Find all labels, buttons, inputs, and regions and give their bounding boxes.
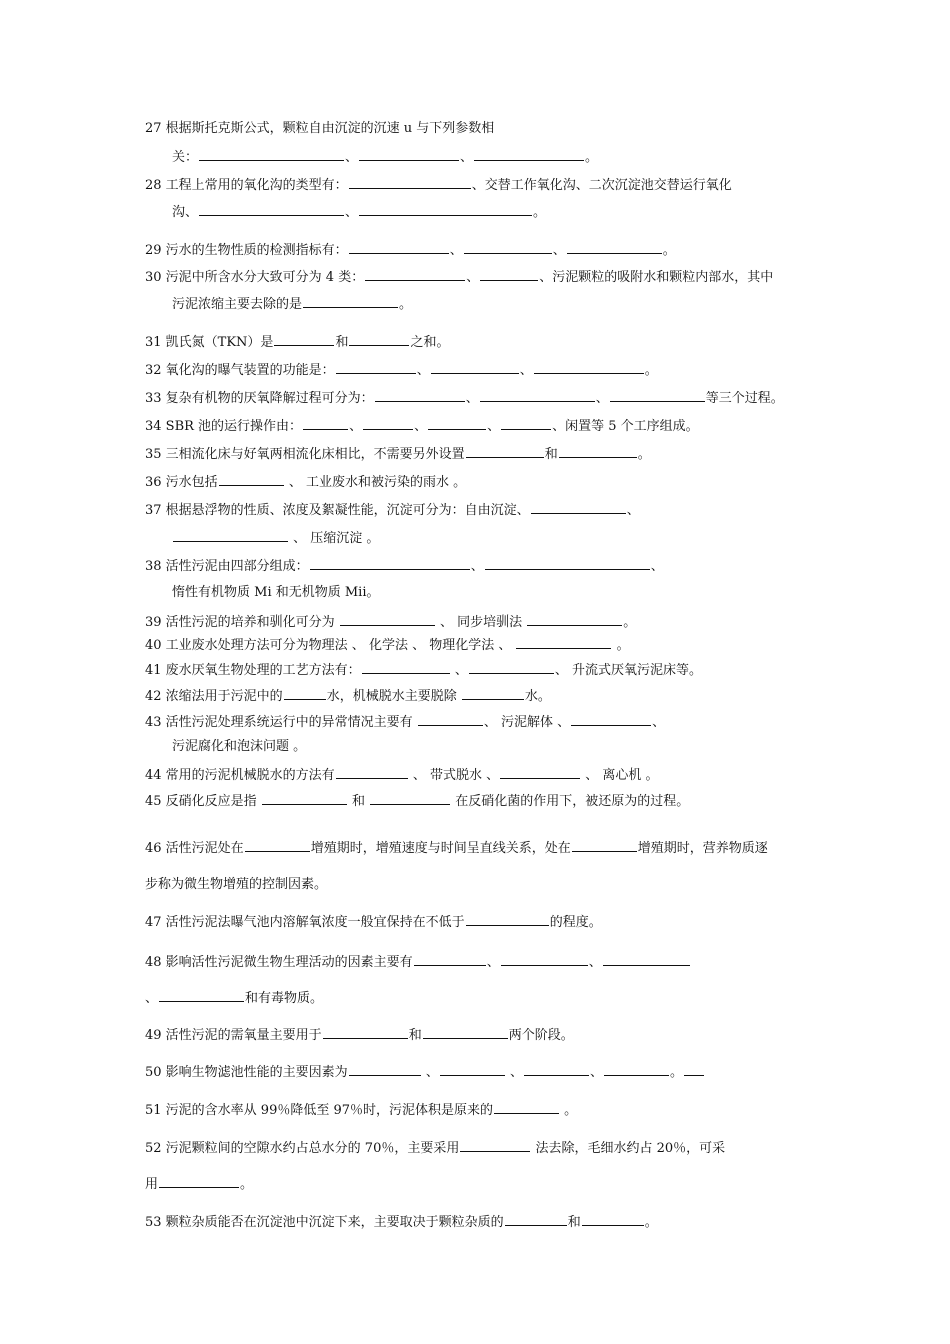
question-text: 42 浓缩法用于污泥中的 <box>145 689 283 704</box>
answer-blank-2[interactable] <box>480 388 595 402</box>
answer-blank-2[interactable] <box>423 1025 508 1039</box>
question-text: 52 污泥颗粒间的空隙水约占总水分的 70％，主要采用 <box>145 1141 460 1156</box>
question-text: 、 <box>650 559 664 574</box>
question-line-q52a <box>145 1138 725 1158</box>
question-line-q27a <box>145 120 494 138</box>
answer-blank-1[interactable] <box>159 988 244 1002</box>
question-text: 。 <box>669 1065 683 1080</box>
answer-blank-1[interactable] <box>460 1138 530 1152</box>
answer-blank-2[interactable] <box>464 240 552 254</box>
question-text: 之和。 <box>410 335 450 350</box>
answer-blank-1[interactable] <box>303 416 348 430</box>
answer-blank-1[interactable] <box>159 1174 239 1188</box>
question-line-q51 <box>145 1100 577 1120</box>
question-line-q52b <box>145 1174 253 1194</box>
answer-blank-1[interactable] <box>340 612 435 626</box>
question-text: 法去除，毛细水约占 20％，可采 <box>531 1141 726 1156</box>
question-text: 和 <box>544 447 558 462</box>
question-text: 沟、 <box>172 205 199 220</box>
answer-blank-1[interactable] <box>375 388 465 402</box>
answer-blank-1[interactable] <box>336 360 416 374</box>
answer-blank-2[interactable] <box>431 360 519 374</box>
answer-blank-1[interactable] <box>505 1212 567 1226</box>
question-text: 、 <box>345 150 359 165</box>
question-text: 增殖期时，增殖速度与时间呈直线关系，处在 <box>310 841 571 856</box>
question-text: 41 废水厌氧生物处理的工艺方法有： <box>145 663 361 678</box>
answer-blank-2[interactable] <box>527 612 622 626</box>
question-line-q48a <box>145 952 691 972</box>
question-line-q41 <box>145 660 702 680</box>
question-text: 40 工业废水处理方法可分为物理法 、 化学法 、 物理化学法 、 <box>145 638 516 653</box>
question-text: 。 <box>612 638 630 653</box>
question-text: 水。 <box>524 689 551 704</box>
answer-blank-2[interactable] <box>462 686 524 700</box>
question-text: 、 <box>466 270 480 285</box>
question-text: 、 <box>470 559 484 574</box>
question-text: 。 <box>240 1177 254 1192</box>
answer-blank-1[interactable] <box>284 686 326 700</box>
answer-blank-1[interactable] <box>303 294 398 308</box>
question-line-q49 <box>145 1025 574 1045</box>
question-text: 、 <box>552 243 566 258</box>
question-text: 、 <box>487 419 501 434</box>
question-line-q42 <box>145 686 551 706</box>
answer-blank-1[interactable] <box>349 175 471 189</box>
question-text: 。 <box>644 1215 658 1230</box>
answer-blank-3[interactable] <box>603 952 690 966</box>
question-text: 、 <box>486 955 500 970</box>
answer-blank-2[interactable] <box>572 838 637 852</box>
answer-blank-1[interactable] <box>531 500 626 514</box>
answer-blank-1[interactable] <box>245 838 310 852</box>
question-line-q50 <box>145 1062 705 1082</box>
question-text: 50 影响生物滤池性能的主要因素为 <box>145 1065 348 1080</box>
question-text: 、 升流式厌氧污泥床等。 <box>554 663 702 678</box>
question-line-q27b <box>172 147 598 167</box>
question-text: 37 根据悬浮物的性质、浓度及絮凝性能，沉淀可分为：自由沉淀、 <box>145 503 530 518</box>
answer-blank-2[interactable] <box>501 952 588 966</box>
answer-blank-3[interactable] <box>524 1062 589 1076</box>
answer-blank-1[interactable] <box>274 332 334 346</box>
question-line-q44 <box>145 765 659 785</box>
question-text: 、 同步培驯法 <box>435 615 527 630</box>
question-text: 、 <box>588 955 602 970</box>
question-text: 。 <box>637 447 651 462</box>
question-text: 。 <box>623 615 637 630</box>
answer-blank-1[interactable] <box>199 202 344 216</box>
question-text: 的程度。 <box>549 915 602 930</box>
answer-blank-5[interactable] <box>684 1062 704 1076</box>
answer-blank-2[interactable] <box>500 765 580 779</box>
question-text: 47 活性污泥法曝气池内溶解氧浓度一般宜保持在不低于 <box>145 915 465 930</box>
question-text: 。 <box>560 1103 578 1118</box>
question-line-q46b <box>145 876 327 894</box>
answer-blank-1[interactable] <box>362 660 450 674</box>
question-text: 、 污泥解体 、 <box>483 715 571 730</box>
question-text: 53 颗粒杂质能否在沉淀池中沉淀下来，主要取决于颗粒杂质的 <box>145 1215 504 1230</box>
question-line-q43a <box>145 712 665 732</box>
question-text: 和 <box>347 794 370 809</box>
question-text: 、 <box>414 419 428 434</box>
question-text: 33 复杂有机物的厌氧降解过程可分为： <box>145 391 374 406</box>
question-line-q31 <box>145 332 449 352</box>
question-text: 水，机械脱水主要脱除 <box>326 689 461 704</box>
question-text: 、闲置等 5 个工序组成。 <box>552 419 699 434</box>
question-text: 49 活性污泥的需氧量主要用于 <box>145 1028 322 1043</box>
question-text: 51 污泥的含水率从 99％降低至 97％时，污泥体积是原来的 <box>145 1103 494 1118</box>
question-line-q34 <box>145 416 699 436</box>
answer-blank-1[interactable] <box>310 556 470 570</box>
question-line-q45 <box>145 791 689 811</box>
answer-blank-3[interactable] <box>567 240 662 254</box>
question-text: 在反硝化菌的作用下，被还原为的过程。 <box>451 794 690 809</box>
question-text: 、 离心机 。 <box>581 768 659 783</box>
answer-blank-2[interactable] <box>359 202 532 216</box>
question-text: 44 常用的污泥机械脱水的方法有 <box>145 768 335 783</box>
question-text: 污泥浓缩主要去除的是 <box>172 297 303 312</box>
answer-blank-4[interactable] <box>501 416 551 430</box>
question-line-q37b <box>172 528 379 548</box>
question-line-q38a <box>145 556 664 576</box>
answer-blank-3[interactable] <box>610 388 705 402</box>
question-text: 43 活性污泥处理系统运行中的异常情况主要有 <box>145 715 417 730</box>
answer-blank-2[interactable] <box>480 267 538 281</box>
question-text: 、 工业废水和被污染的雨水 。 <box>284 475 467 490</box>
question-line-q47 <box>145 912 602 932</box>
question-text: 、 <box>465 391 479 406</box>
question-line-q35 <box>145 444 651 464</box>
question-text: 、 <box>595 391 609 406</box>
question-line-q46a <box>145 838 768 858</box>
question-text: 增殖期时，营养物质逐 <box>637 841 768 856</box>
question-text: 污泥腐化和泡沫问题 。 <box>172 739 307 754</box>
question-text: 、 压缩沉淀 。 <box>289 531 380 546</box>
question-line-q38b <box>172 584 380 602</box>
question-text: 。 <box>662 243 676 258</box>
question-text: 、 <box>450 663 468 678</box>
question-text: 和 <box>408 1028 422 1043</box>
question-text: 34 SBR 池的运行操作由： <box>145 419 303 434</box>
question-line-q40 <box>145 635 630 655</box>
answer-blank-1[interactable] <box>199 147 344 161</box>
question-text: 。 <box>644 363 658 378</box>
question-text: 46 活性污泥处在 <box>145 841 244 856</box>
question-line-q53 <box>145 1212 658 1232</box>
question-text: 、 带式脱水 、 <box>408 768 500 783</box>
answer-blank-3[interactable] <box>428 416 486 430</box>
answer-blank-2[interactable] <box>440 1062 505 1076</box>
question-text: 、 <box>460 150 474 165</box>
question-text: 28 工程上常用的氧化沟的类型有： <box>145 178 348 193</box>
question-text: 、 <box>505 1065 523 1080</box>
question-text: 、 <box>652 715 666 730</box>
question-text: 。 <box>585 150 599 165</box>
answer-blank-3[interactable] <box>474 147 584 161</box>
question-text: 、 <box>145 991 159 1006</box>
answer-blank-2[interactable] <box>370 791 450 805</box>
question-line-q28b <box>172 202 546 222</box>
question-text: 35 三相流化床与好氧两相流化床相比，不需要另外设置 <box>145 447 465 462</box>
question-text: 。 <box>533 205 547 220</box>
answer-blank-2[interactable] <box>469 660 554 674</box>
answer-blank-1[interactable] <box>494 1100 559 1114</box>
answer-blank-1[interactable] <box>323 1025 408 1039</box>
answer-blank-2[interactable] <box>363 416 413 430</box>
question-text: 和 <box>335 335 349 350</box>
question-text: 27 根据斯托克斯公式，颗粒自由沉淀的沉速 u 与下列参数相 <box>145 121 495 136</box>
question-text: 两个阶段。 <box>508 1028 574 1043</box>
answer-blank-1[interactable] <box>336 765 408 779</box>
question-line-q48b <box>145 988 323 1008</box>
question-text: 等三个过程。 <box>705 391 784 406</box>
question-text: 、 <box>449 243 463 258</box>
question-line-q29 <box>145 240 676 260</box>
question-line-q36 <box>145 472 466 492</box>
question-text: 、污泥颗粒的吸附水和颗粒内部水，其中 <box>539 270 774 285</box>
answer-blank-1[interactable] <box>262 791 347 805</box>
question-line-q30b <box>172 294 412 314</box>
question-text: 。 <box>399 297 413 312</box>
question-text: 步称为微生物增殖的控制因素。 <box>145 877 328 892</box>
question-text: 30 污泥中所含水分大致可分为 4 类： <box>145 270 365 285</box>
question-line-q30a <box>145 267 773 287</box>
answer-blank-4[interactable] <box>604 1062 669 1076</box>
question-text: 38 活性污泥由四部分组成： <box>145 559 309 574</box>
answer-blank-1[interactable] <box>466 912 549 926</box>
answer-blank-2[interactable] <box>485 556 650 570</box>
question-text: 和 <box>567 1215 581 1230</box>
question-text: 、交替工作氧化沟、二次沉淀池交替运行氧化 <box>471 178 732 193</box>
question-line-q43b <box>172 738 306 756</box>
answer-blank-1[interactable] <box>516 635 611 649</box>
answer-blank-2[interactable] <box>349 332 409 346</box>
question-text: 31 凯氏氮（TKN）是 <box>145 335 274 350</box>
question-line-q33 <box>145 388 784 408</box>
question-text: 惰性有机物质 Mi 和无机物质 Mii。 <box>172 585 380 600</box>
answer-blank-2[interactable] <box>582 1212 644 1226</box>
answer-blank-2[interactable] <box>359 147 459 161</box>
answer-blank-1[interactable] <box>466 444 544 458</box>
answer-blank-1[interactable] <box>365 267 465 281</box>
question-text: 、 <box>421 1065 439 1080</box>
answer-blank-1[interactable] <box>349 240 449 254</box>
question-text: 关： <box>172 150 199 165</box>
question-text: 、 <box>416 363 430 378</box>
question-text: 48 影响活性污泥微生物生理活动的因素主要有 <box>145 955 413 970</box>
question-text: 29 污水的生物性质的检测指标有： <box>145 243 348 258</box>
question-text: 32 氧化沟的曝气装置的功能是： <box>145 363 335 378</box>
question-text: 、 <box>519 363 533 378</box>
question-line-q32 <box>145 360 658 380</box>
answer-blank-1[interactable] <box>418 712 483 726</box>
question-text: 用 <box>145 1177 159 1192</box>
answer-blank-3[interactable] <box>534 360 644 374</box>
question-line-q28a <box>145 175 732 195</box>
answer-blank-1[interactable] <box>349 1062 421 1076</box>
answer-blank-1[interactable] <box>173 528 288 542</box>
question-text: 和有毒物质。 <box>245 991 324 1006</box>
answer-blank-2[interactable] <box>571 712 651 726</box>
question-text: 、 <box>589 1065 603 1080</box>
question-text: 、 <box>349 419 363 434</box>
question-text: 、 <box>345 205 359 220</box>
question-text: 39 活性污泥的培养和驯化可分为 <box>145 615 339 630</box>
answer-blank-1[interactable] <box>219 472 284 486</box>
answer-blank-2[interactable] <box>559 444 637 458</box>
question-text: 、 <box>626 503 640 518</box>
answer-blank-1[interactable] <box>414 952 486 966</box>
question-line-q39 <box>145 612 636 632</box>
question-text: 36 污水包括 <box>145 475 218 490</box>
question-text: 45 反硝化反应是指 <box>145 794 261 809</box>
question-line-q37a <box>145 500 640 520</box>
